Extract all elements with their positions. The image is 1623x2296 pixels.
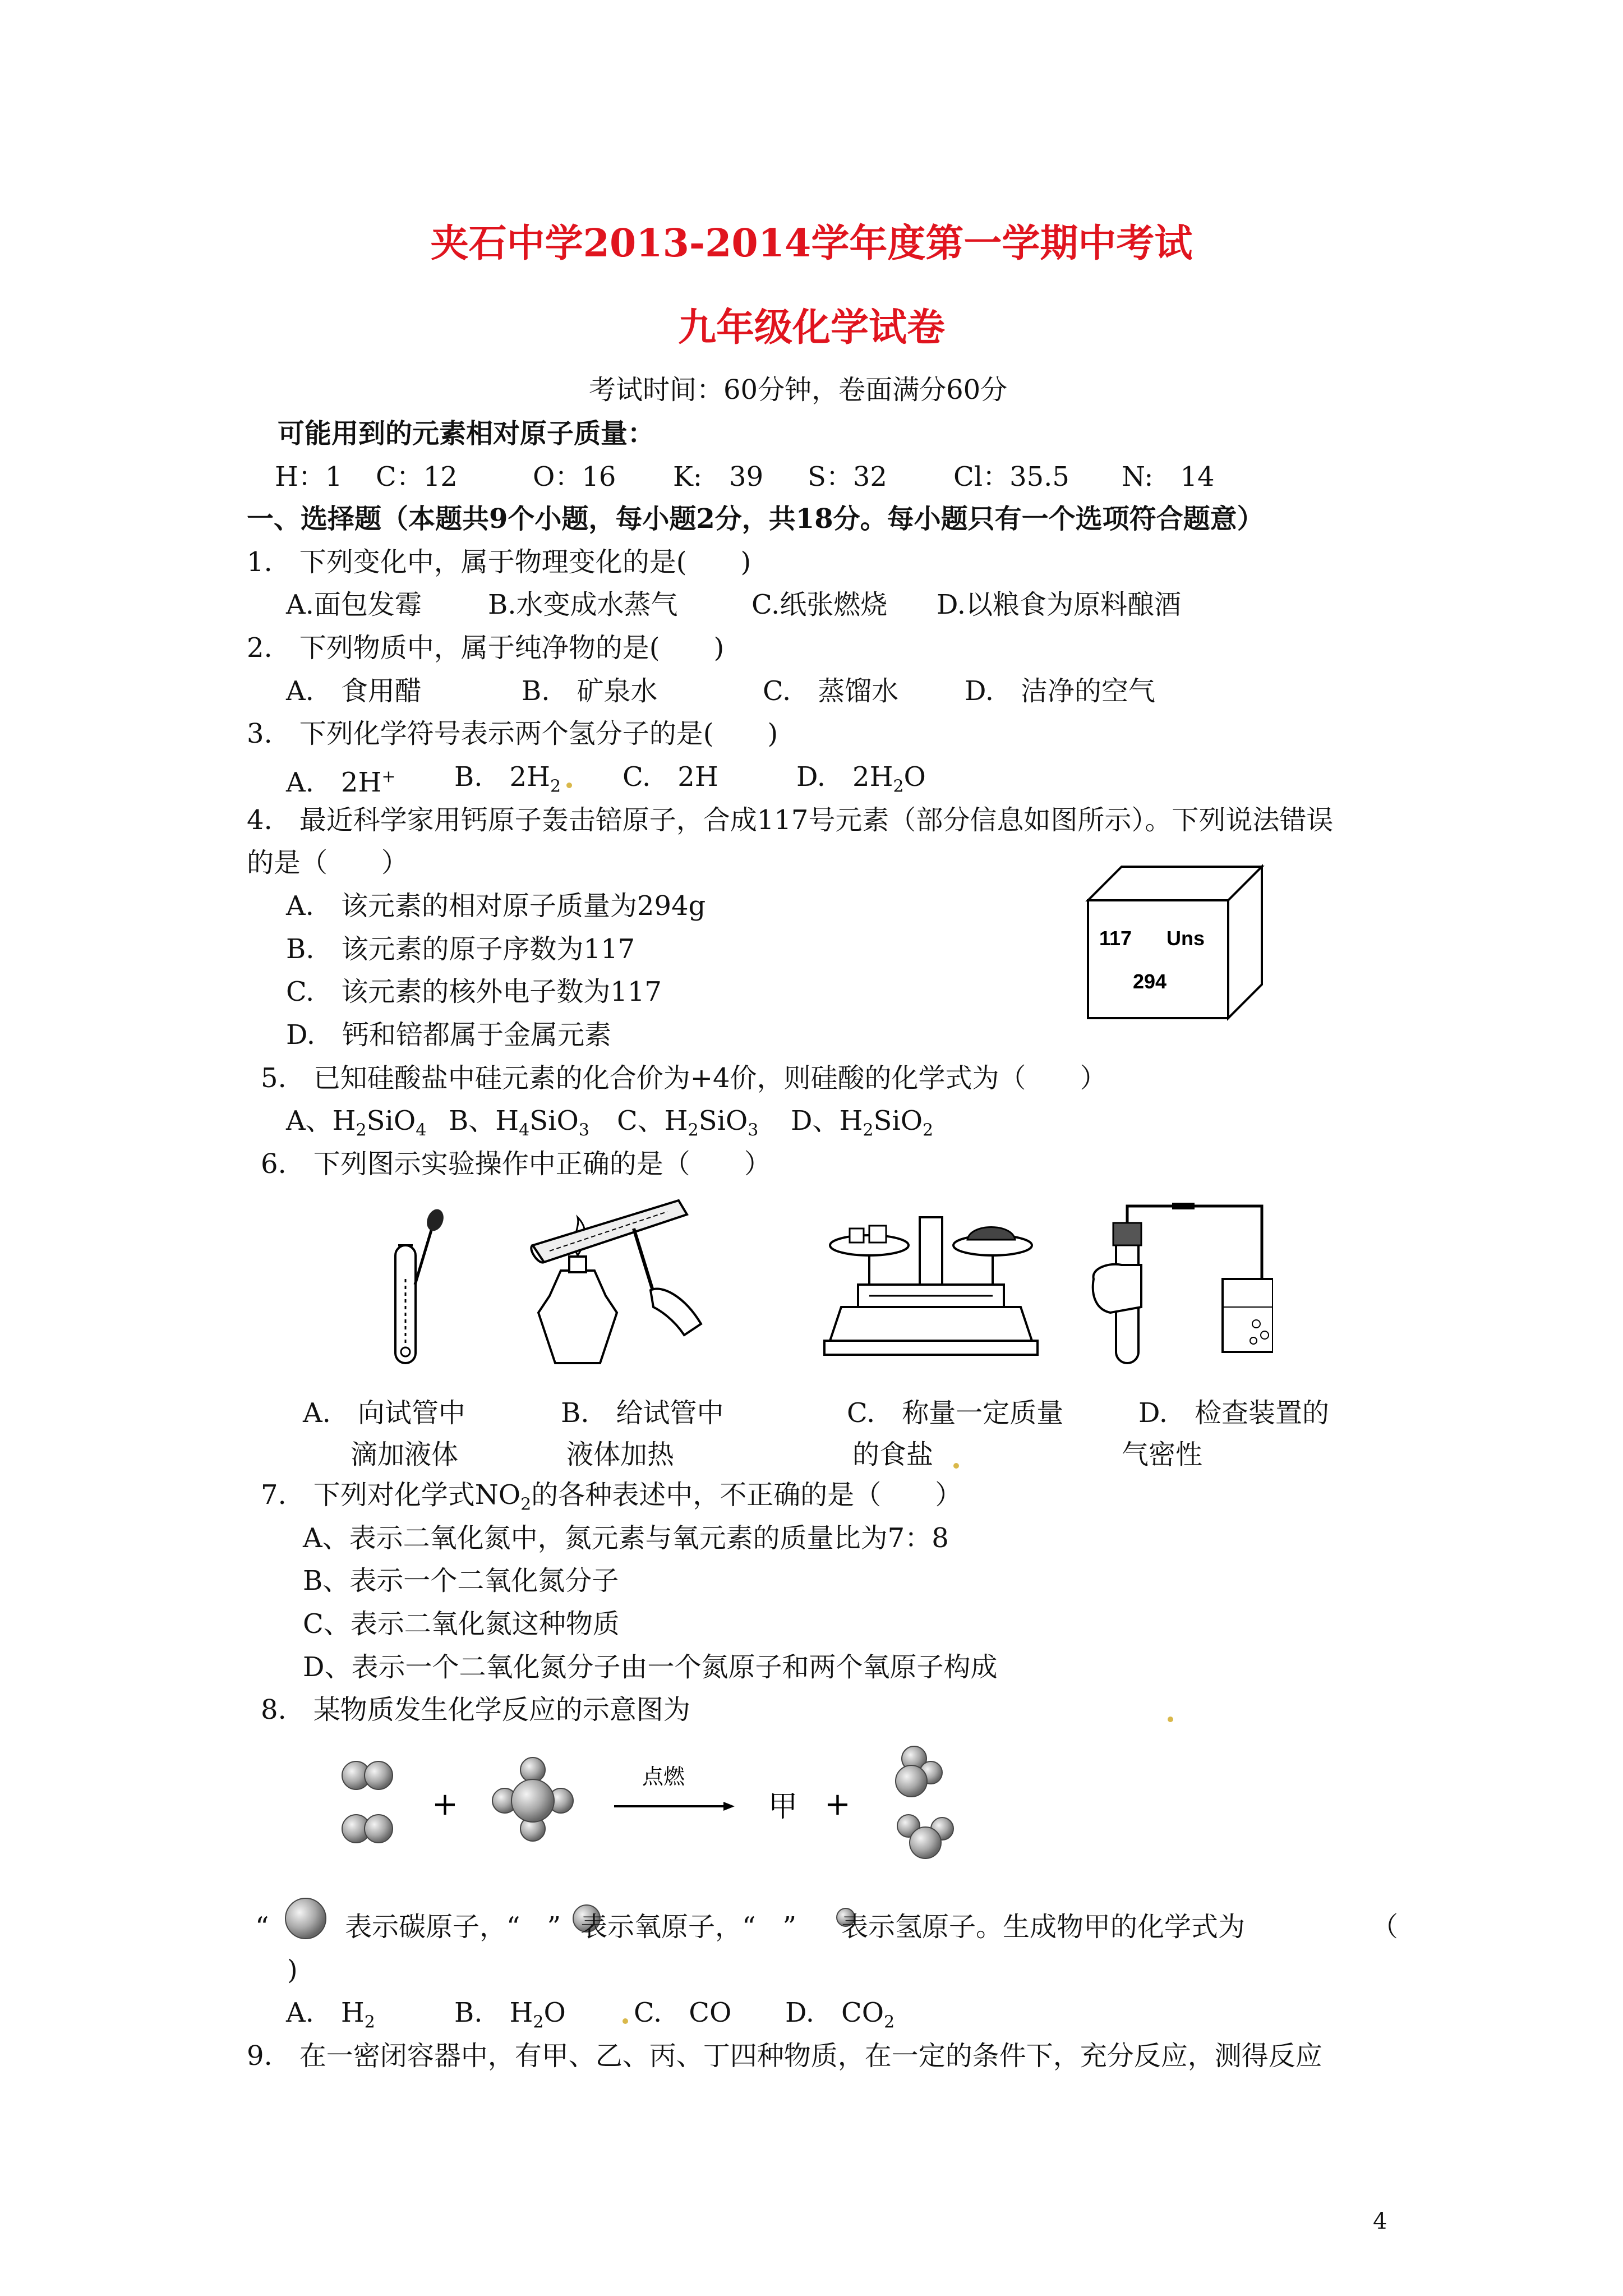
q5-option-a: A、$H_2SiO_4$ (286, 1105, 427, 1140)
q8-legend-carbon: 表示碳原子，“ ” (345, 1911, 561, 1943)
q1-option-d: D.以粮食为原料酿酒 (937, 589, 1182, 620)
q1-option-b: B.水变成水蒸气 (488, 589, 678, 620)
element-info-box (1082, 855, 1267, 1024)
q8-stem: 8. 某物质发生化学反应的示意图为 (261, 1694, 690, 1726)
atomic-mass-o: O：16 (533, 461, 616, 493)
q4-stem-line2: 的是（ ） (247, 847, 409, 878)
plus-sign-2: + (824, 1786, 851, 1823)
airtightness-apparatus-icon (1088, 1195, 1273, 1374)
atomic-mass-n: N: 14 (1122, 461, 1215, 493)
atomic-mass-cl: Cl：35.5 (953, 461, 1069, 493)
element-mass: 294 (1133, 970, 1167, 993)
page-number: 4 (1373, 2208, 1387, 2234)
q6-caption-a: A. 向试管中 滴加液体 (303, 1397, 465, 1470)
hydrogen-molecule-pair-icon (342, 1761, 393, 1843)
q9-stem: 9. 在一密闭容器中，有甲、乙、丙、丁四种物质，在一定的条件下，充分反应，测得反应 (247, 2040, 1322, 2072)
q2-option-a: A. 食用醋 (286, 675, 422, 707)
q7-option-b: B、表示一个二氧化氮分子 (303, 1565, 619, 1596)
speck-mark (623, 2018, 628, 2024)
q8-legend-open-quote: “ (255, 1911, 269, 1943)
q2-stem: 2. 下列物质中，属于纯净物的是( ) (247, 632, 725, 664)
q8-legend-paren-close: ) (287, 1954, 298, 1986)
q3-stem: 3. 下列化学符号表示两个氢分子的是( ) (247, 718, 778, 749)
q4-option-a: A. 该元素的相对原子质量为294g (286, 890, 706, 922)
q4-option-c: C. 该元素的核外电子数为117 (286, 976, 662, 1007)
q6-caption-b: B. 给试管中 液体加热 (561, 1397, 724, 1470)
q7-option-d: D、表示一个二氧化氮分子由一个氮原子和两个氧原子构成 (303, 1651, 998, 1683)
q3-option-a: A. 2H+ (286, 767, 396, 798)
q6-caption-d: D. 检查装置的 气密性 (1122, 1397, 1330, 1470)
q1-stem: 1. 下列变化中，属于物理变化的是( ) (247, 546, 751, 578)
carbon-compound-molecule-icon (492, 1757, 573, 1841)
balance-scale-icon (819, 1206, 1043, 1374)
reaction-diagram (331, 1745, 993, 1885)
q5-stem: 5. 已知硅酸盐中硅元素的化合价为+4价，则硅酸的化学式为（ ） (261, 1062, 1107, 1094)
speck-mark (566, 783, 572, 788)
atomic-mass-k: K: 39 (673, 461, 764, 493)
atomic-mass-c: C：12 (376, 461, 458, 493)
q8-legend-oxygen: 表示氧原子，“ ” (580, 1911, 797, 1943)
dropper-test-tube-icon (381, 1206, 449, 1374)
speck-mark (953, 1463, 959, 1469)
q2-option-c: C. 蒸馏水 (763, 675, 899, 707)
atomic-mass-h: H：1 (275, 461, 343, 493)
q7-option-a: A、表示二氧化氮中，氮元素与氧元素的质量比为7：8 (303, 1522, 949, 1554)
q6-stem: 6. 下列图示实验操作中正确的是（ ） (261, 1148, 771, 1180)
q3-option-d: D. $2H_2O$ (796, 761, 926, 797)
q5-option-b: B、$H_4SiO_3$ (449, 1105, 589, 1140)
q2-option-b: B. 矿泉水 (522, 675, 658, 707)
q5-option-c: C、$H_2SiO_3$ (617, 1105, 759, 1140)
q1-option-a: A.面包发霉 (286, 589, 422, 620)
exam-title: 夹石中学2013-2014学年度第一学期中考试 (430, 221, 1193, 266)
arrow-head-icon (723, 1802, 735, 1811)
speck-mark (1168, 1717, 1173, 1722)
q7-stem: 7. 下列对化学式$NO_2$的各种表述中，不正确的是（ ） (261, 1479, 962, 1515)
q4-option-b: B. 该元素的原子序数为117 (286, 933, 635, 965)
plus-sign: + (432, 1786, 458, 1823)
water-molecule-pair-icon (896, 1746, 953, 1858)
q5-option-d: D、$H_2SiO_2$ (791, 1105, 934, 1140)
exam-subtitle: 九年级化学试卷 (677, 305, 945, 350)
q4-stem-line1: 4. 最近科学家用钙原子轰击锫原子，合成117号元素（部分信息如图所示）。下列说法错误 (247, 804, 1334, 836)
atomic-mass-s: S：32 (808, 461, 887, 493)
ignite-label: 点燃 (642, 1765, 685, 1789)
carbon-atom-icon (283, 1896, 328, 1941)
element-symbol: Uns (1166, 927, 1205, 950)
q8-option-b: B. $H_2O$ (454, 1997, 566, 2032)
atomic-mass-label: 可能用到的元素相对原子质量： (278, 418, 655, 449)
q8-legend-hydrogen: 表示氢原子。生成物甲的化学式为 (841, 1911, 1246, 1943)
element-number: 117 (1099, 927, 1132, 950)
q7-option-c: C、表示二氧化氮这种物质 (303, 1608, 620, 1640)
q8-option-a: A. $H_2$ (286, 1997, 375, 2032)
q3-option-b: B. $2H_2$ (454, 761, 561, 797)
exam-info: 考试时间：60分钟，卷面满分60分 (589, 374, 1008, 406)
q8-option-d: D. $CO_2$ (785, 1997, 895, 2032)
q8-option-c: C. CO (634, 1997, 732, 2028)
q1-option-c: C.纸张燃烧 (751, 589, 888, 620)
q4-option-d: D. 钙和锫都属于金属元素 (286, 1019, 612, 1051)
q3-option-c: C. 2H (623, 761, 718, 793)
q6-caption-c: C. 称量一定质量 的食盐 (847, 1397, 1064, 1470)
product-label: 甲 (768, 1790, 798, 1824)
section-heading: 一、选择题（本题共9个小题，每小题2分，共18分。每小题只有一个选项符合题意） (247, 503, 1264, 535)
heating-test-tube-icon (516, 1195, 718, 1386)
q2-option-d: D. 洁净的空气 (965, 675, 1156, 707)
q8-legend-paren-open: （ (1371, 1911, 1399, 1943)
